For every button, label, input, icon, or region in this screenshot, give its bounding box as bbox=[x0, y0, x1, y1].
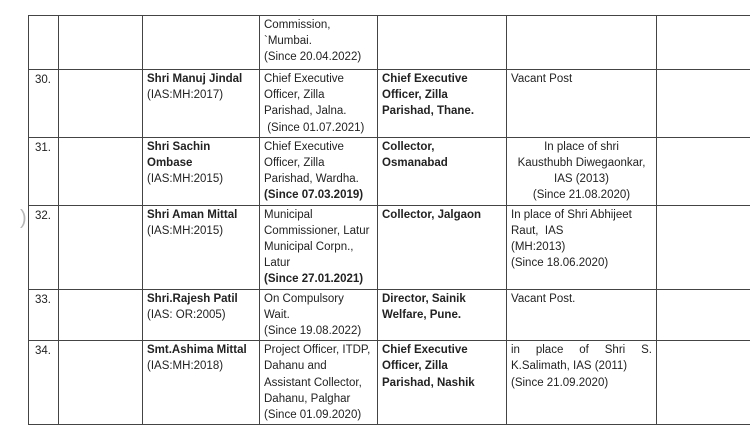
table-row bbox=[29, 16, 750, 70]
posted-to-text: Chief Executive Officer, Zilla Parishad, Thane. bbox=[382, 71, 502, 120]
serial-number-cell bbox=[29, 341, 59, 425]
remarks-since: (Since 18.06.2020) bbox=[511, 255, 652, 271]
remarks-cell bbox=[507, 70, 657, 138]
present-posting-line: Project Officer, ITDP, bbox=[264, 342, 373, 358]
blank-cell bbox=[657, 137, 750, 205]
present-posting-line: Officer, Zilla bbox=[264, 155, 373, 171]
present-posting-line: Chief Executive bbox=[264, 71, 373, 87]
blank-cell bbox=[59, 289, 143, 341]
present-posting-since: (Since 19.08.2022) bbox=[264, 323, 373, 339]
present-posting-line: Commission, bbox=[264, 17, 373, 33]
present-posting-line: Parishad, Wardha. bbox=[264, 171, 373, 187]
remarks-cell bbox=[507, 205, 657, 289]
officer-name-cell bbox=[143, 289, 260, 341]
posted-to-text: Chief Executive Officer, Zilla Parishad, Nashik bbox=[382, 342, 502, 391]
present-posting-since: (Since 07.03.2019) bbox=[264, 187, 373, 203]
officer-service: (IAS: OR:2005) bbox=[147, 307, 255, 323]
serial-number: 33. bbox=[33, 291, 54, 308]
present-posting-since: (Since 27.01.2021) bbox=[264, 271, 373, 287]
remarks-line: Vacant Post. bbox=[511, 291, 652, 307]
remarks-line: IAS (2013) bbox=[511, 171, 652, 187]
present-posting-since: (Since 20.04.2022) bbox=[264, 49, 373, 65]
present-posting-cell bbox=[260, 137, 378, 205]
table-row bbox=[29, 289, 750, 341]
posted-to-cell bbox=[378, 16, 507, 70]
officer-name-cell bbox=[143, 16, 260, 70]
present-posting-line: Municipal Corpn., bbox=[264, 239, 373, 255]
present-posting-line: Latur bbox=[264, 255, 373, 271]
blank-cell bbox=[657, 205, 750, 289]
remarks-line: In place of Shri Abhijeet bbox=[511, 207, 652, 223]
posted-to-text: Collector, Jalgaon bbox=[382, 207, 502, 223]
posted-to-cell bbox=[378, 205, 507, 289]
table-row bbox=[29, 205, 750, 289]
officer-name: Shri Aman Mittal bbox=[147, 207, 255, 223]
serial-number-cell bbox=[29, 289, 59, 341]
present-posting-line: Municipal bbox=[264, 207, 373, 223]
remarks-line: in place of Shri S. K.Salimath, IAS (2011) bbox=[511, 342, 652, 374]
present-posting-cell bbox=[260, 70, 378, 138]
serial-number-cell bbox=[29, 70, 59, 138]
table-row bbox=[29, 341, 750, 425]
present-posting-cell bbox=[260, 289, 378, 341]
present-posting-since: (Since 01.07.2021) bbox=[264, 120, 373, 136]
officer-name-cell bbox=[143, 341, 260, 425]
present-posting-line: Wait. bbox=[264, 307, 373, 323]
table-row bbox=[29, 137, 750, 205]
officer-name: Shri.Rajesh Patil bbox=[147, 291, 255, 307]
remarks-line: In place of shri bbox=[511, 139, 652, 155]
serial-number: 31. bbox=[33, 139, 54, 156]
remarks-line: Raut, IAS bbox=[511, 223, 652, 239]
blank-cell bbox=[59, 341, 143, 425]
officer-service: (IAS:MH:2015) bbox=[147, 171, 255, 187]
present-posting-cell bbox=[260, 16, 378, 70]
serial-number: 30. bbox=[33, 71, 54, 88]
table-row bbox=[29, 70, 750, 138]
officer-name: Shri Manuj Jindal bbox=[147, 71, 255, 87]
serial-number-cell bbox=[29, 137, 59, 205]
present-posting-since: (Since 01.09.2020) bbox=[264, 407, 373, 423]
present-posting-line: Assistant Collector, bbox=[264, 375, 373, 391]
officer-name: Shri Sachin Ombase bbox=[147, 139, 255, 171]
posted-to-cell bbox=[378, 289, 507, 341]
serial-number: 34. bbox=[33, 342, 54, 359]
remarks-line: (MH:2013) bbox=[511, 239, 652, 255]
present-posting-line: `Mumbai. bbox=[264, 33, 373, 49]
posted-to-text: Director, Sainik Welfare, Pune. bbox=[382, 291, 502, 323]
present-posting-line: On Compulsory bbox=[264, 291, 373, 307]
posted-to-cell bbox=[378, 70, 507, 138]
side-bracket-mark: ) bbox=[20, 208, 27, 228]
present-posting-line: Commissioner, Latur bbox=[264, 223, 373, 239]
present-posting-cell bbox=[260, 205, 378, 289]
remarks-cell bbox=[507, 16, 657, 70]
blank-cell bbox=[59, 70, 143, 138]
remarks-since: (Since 21.09.2020) bbox=[511, 375, 652, 391]
present-posting-line: Officer, Zilla bbox=[264, 87, 373, 103]
officer-name-cell bbox=[143, 70, 260, 138]
officer-name-cell bbox=[143, 137, 260, 205]
serial-number-cell bbox=[29, 16, 59, 70]
blank-cell bbox=[657, 341, 750, 425]
present-posting-line: Dahanu, Palghar bbox=[264, 391, 373, 407]
present-posting-line: Dahanu and bbox=[264, 358, 373, 374]
serial-number: 32. bbox=[33, 207, 54, 224]
remarks-cell bbox=[507, 341, 657, 425]
blank-cell bbox=[59, 205, 143, 289]
present-posting-line: Chief Executive bbox=[264, 139, 373, 155]
remarks-cell bbox=[507, 137, 657, 205]
remarks-cell bbox=[507, 289, 657, 341]
blank-cell bbox=[657, 16, 750, 70]
officer-service: (IAS:MH:2018) bbox=[147, 358, 255, 374]
officer-service: (IAS:MH:2015) bbox=[147, 223, 255, 239]
remarks-since: (Since 21.08.2020) bbox=[511, 187, 652, 203]
posted-to-cell bbox=[378, 137, 507, 205]
blank-cell bbox=[59, 137, 143, 205]
officer-service: (IAS:MH:2017) bbox=[147, 87, 255, 103]
blank-cell bbox=[657, 289, 750, 341]
blank-cell bbox=[657, 70, 750, 138]
present-posting-cell bbox=[260, 341, 378, 425]
present-posting-line: Parishad, Jalna. bbox=[264, 103, 373, 119]
remarks-line: Vacant Post bbox=[511, 71, 652, 87]
transfer-orders-table bbox=[28, 15, 750, 425]
posted-to-text: Collector, Osmanabad bbox=[382, 139, 502, 171]
serial-number-cell bbox=[29, 205, 59, 289]
posted-to-cell bbox=[378, 341, 507, 425]
remarks-line: Kausthubh Diwegaonkar, bbox=[511, 155, 652, 171]
blank-cell bbox=[59, 16, 143, 70]
officer-name-cell bbox=[143, 205, 260, 289]
officer-name: Smt.Ashima Mittal bbox=[147, 342, 255, 358]
